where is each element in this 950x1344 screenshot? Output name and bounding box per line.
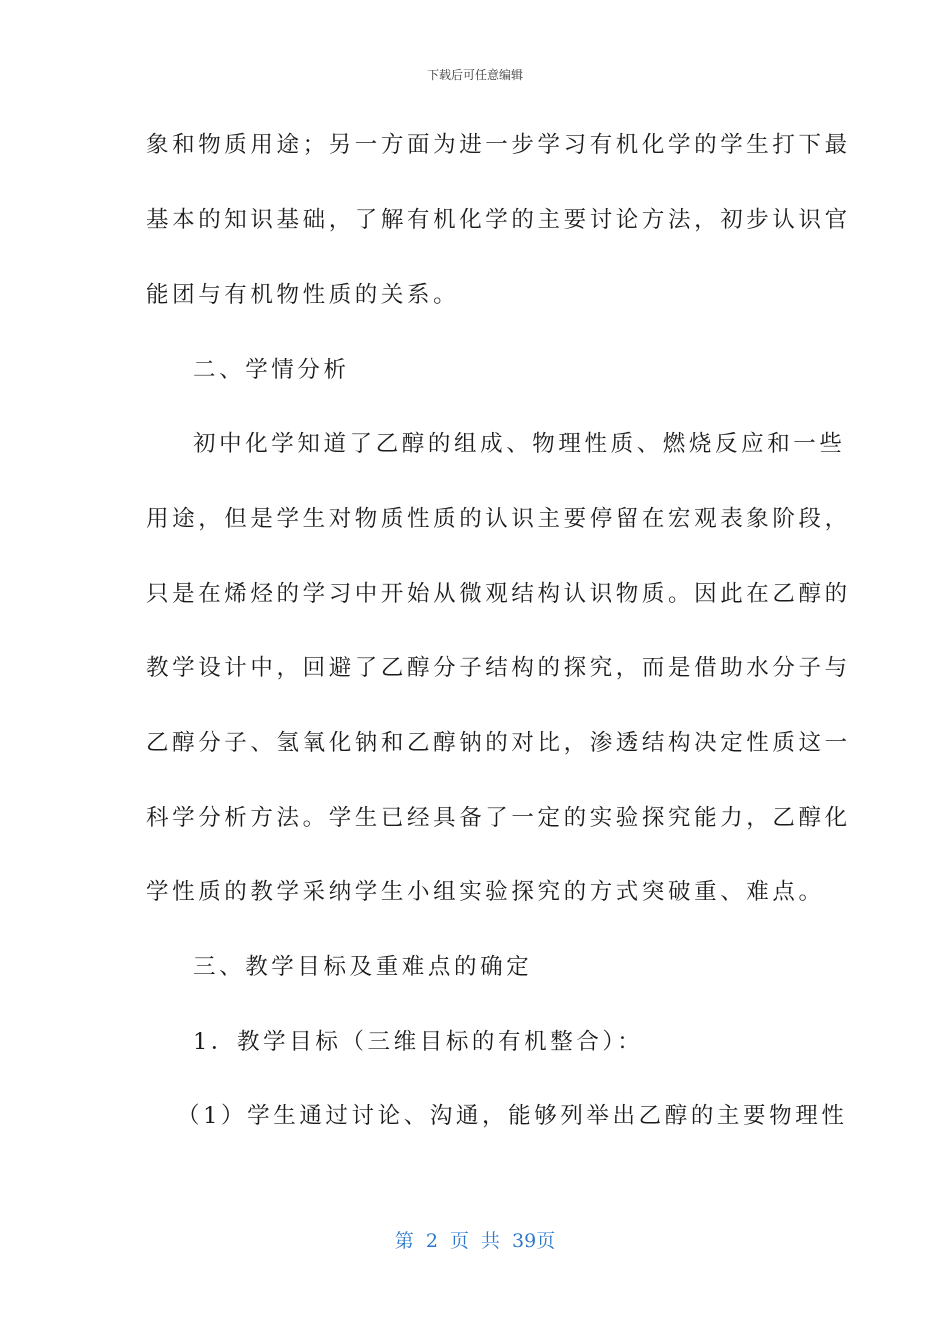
body-line: （1）学生通过讨论、沟通，能够列举出乙醇的主要物理性 <box>177 1103 848 1129</box>
section-heading: 二、学情分析 <box>193 357 350 383</box>
body-line: 能团与有机物性质的关系。 <box>146 282 460 308</box>
body-line: 象和物质用途；另一方面为进一步学习有机化学的学生打下最 <box>146 132 851 158</box>
page-header: 下载后可任意编辑 <box>426 68 523 82</box>
body-line: 教学设计中，回避了乙醇分子结构的探究，而是借助水分子与 <box>146 655 851 681</box>
body-line: 初中化学知道了乙醇的组成、物理性质、燃烧反应和一些 <box>193 431 846 457</box>
page-number: 第 2 页 共 39页 <box>394 1230 556 1252</box>
section-heading: 三、教学目标及重难点的确定 <box>193 954 533 980</box>
body-line: 只是在烯烃的学习中开始从微观结构认识物质。因此在乙醇的 <box>146 581 851 607</box>
body-line: 基本的知识基础，了解有机化学的主要讨论方法，初步认识官 <box>146 207 851 233</box>
body-line: 乙醇分子、氢氧化钠和乙醇钠的对比，渗透结构决定性质这一 <box>146 730 851 756</box>
body-line: 用途，但是学生对物质性质的认识主要停留在宏观表象阶段， <box>146 506 851 532</box>
subsection-heading: 1．教学目标（三维目标的有机整合）： <box>193 1029 644 1055</box>
body-line: 科学分析方法。学生已经具备了一定的实验探究能力，乙醇化 <box>146 805 851 831</box>
body-line: 学性质的教学采纳学生小组实验探究的方式突破重、难点。 <box>146 879 825 905</box>
